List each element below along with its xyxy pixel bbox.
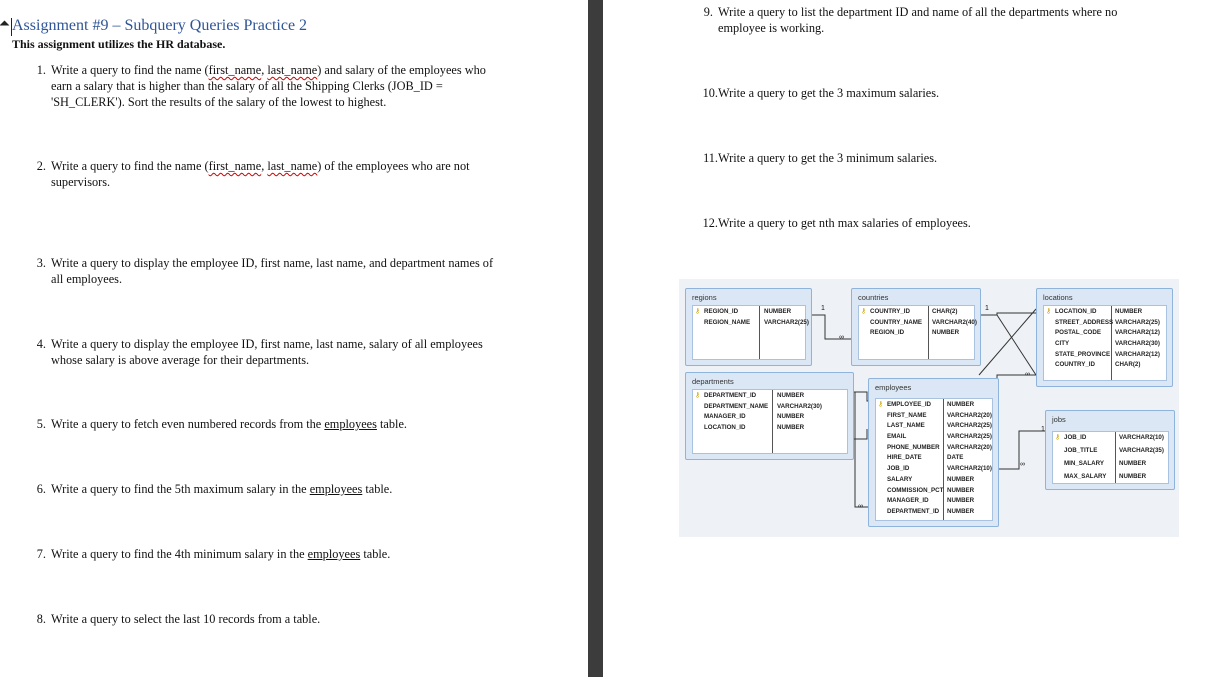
- question-3[interactable]: 3. Write a query to display the employee ID, first name, last name, and department names of all employees.: [36, 256, 494, 287]
- card-one: 1: [1041, 426, 1045, 433]
- rel-locations-departments: [997, 375, 1036, 379]
- table-departments[interactable]: departments ⚷ DEPARTMENT_ID NUMBER DEPARTMENT_NAME VARCHAR2(30) MANAGER_ID NUMBER LOCATION_ID NUMBER: [685, 372, 854, 460]
- question-9[interactable]: 9. Write a query to list the department ID and name of all the departments where no employee is working.: [703, 5, 1118, 36]
- rel-cross-1: [997, 315, 1036, 375]
- column-row: STATE_PROVINCE VARCHAR2(12): [1055, 350, 1160, 358]
- table-countries[interactable]: countries ⚷ COUNTRY_ID CHAR(2) COUNTRY_NAME VARCHAR2(40) REGION_ID NUMBER: [851, 288, 981, 366]
- document-page-left: [0, 0, 588, 677]
- column-row: ⚷ DEPARTMENT_ID NUMBER: [695, 392, 805, 399]
- column-row: MAX_SALARY NUMBER: [1064, 473, 1147, 480]
- column-row: COMMISSION_PCT NUMBER: [887, 486, 975, 494]
- primary-key-icon: ⚷: [861, 308, 867, 315]
- rel-cross-2: [979, 309, 1036, 375]
- columns: [1052, 431, 1169, 484]
- column-row: JOB_ID VARCHAR2(10): [887, 465, 992, 473]
- column-row: JOB_TITLE VARCHAR2(35): [1064, 447, 1164, 454]
- card-many: ∞: [858, 503, 863, 510]
- question-5[interactable]: 5. Write a query to fetch even numbered records from the employees table.: [36, 417, 407, 431]
- document-title[interactable]: Assignment #9 – Subquery Queries Practice 2: [12, 17, 308, 34]
- column-row: ⚷ JOB_ID VARCHAR2(10): [1055, 434, 1164, 441]
- column-row: MIN_SALARY NUMBER: [1064, 460, 1147, 467]
- column-row: LAST_NAME VARCHAR2(25): [887, 422, 992, 430]
- column-row: MANAGER_ID NUMBER: [887, 497, 975, 505]
- table-employees[interactable]: employees ⚷ EMPLOYEE_ID NUMBER FIRST_NAME VARCHAR2(20) LAST_NAME VARCHAR2(25) EMAIL VARCHAR2(25) PHONE_NUMBER VARCHAR2(20) HIRE_DATE DATE JOB_ID VARCHAR2(10) SALARY NUMBER COMMISSION_PCT NUMBER MANAGER_ID NUMBER DEPARTMENT_ID NUMBER: [868, 378, 999, 527]
- table-name-link: employees: [309, 482, 363, 496]
- hr-schema-diagram: [679, 279, 1179, 537]
- rel-regions-countries: [810, 315, 851, 339]
- card-many: ∞: [839, 334, 844, 341]
- primary-key-icon: ⚷: [695, 392, 701, 399]
- question-7[interactable]: 7. Write a query to find the 4th minimum salary in the employees table.: [36, 547, 391, 561]
- question-11[interactable]: 11. Write a query to get the 3 minimum salaries.: [703, 151, 938, 165]
- card-one: 1: [985, 305, 989, 312]
- column-row: ⚷ LOCATION_ID NUMBER: [1046, 308, 1143, 315]
- column-row: REGION_ID NUMBER: [870, 329, 960, 337]
- spellcheck-word: last_name: [267, 159, 318, 173]
- card-many: ∞: [1020, 461, 1025, 468]
- column-row: ⚷ REGION_ID NUMBER: [695, 308, 792, 315]
- column-row: REGION_NAME VARCHAR2(25): [704, 318, 809, 326]
- column-row: FIRST_NAME VARCHAR2(20): [887, 411, 992, 419]
- column-row: DEPARTMENT_NAME VARCHAR2(30): [704, 402, 822, 410]
- column-row: DEPARTMENT_ID NUMBER: [887, 507, 975, 515]
- column-row: MANAGER_ID NUMBER: [704, 413, 805, 421]
- columns: [858, 305, 975, 360]
- rel-countries-locations: [979, 313, 1036, 315]
- column-row: ⚷ COUNTRY_ID CHAR(2): [861, 308, 958, 315]
- page-gap: [588, 0, 603, 677]
- column-row: EMAIL VARCHAR2(25): [887, 433, 992, 441]
- rel-departments-manager: [852, 429, 867, 439]
- question-4[interactable]: 4. Write a query to display the employee ID, first name, last name, salary of all employees whose salary is above average for their departments.: [36, 337, 483, 368]
- spellcheck-word: first_name: [208, 63, 262, 77]
- column-row: PHONE_NUMBER VARCHAR2(20): [887, 443, 992, 451]
- table-name-link: employees: [324, 417, 377, 431]
- table-jobs[interactable]: jobs ⚷ JOB_ID VARCHAR2(10) JOB_TITLE VARCHAR2(35) MIN_SALARY NUMBER MAX_SALARY NUMBER: [1045, 410, 1175, 490]
- columns: [875, 398, 993, 521]
- question-1[interactable]: 1. Write a query to find the name (first_name, last_name) and salary of the employees who earn a salary that is higher than the salary of all the Shipping Clerks (JOB_ID = 'SH_CLERK'). Sort the results of the salary of the lowest to highest.: [36, 63, 486, 110]
- question-10[interactable]: 10. Write a query to get the 3 maximum salaries.: [702, 86, 940, 100]
- primary-key-icon: ⚷: [1046, 308, 1052, 315]
- collapse-heading-icon[interactable]: [0, 21, 9, 31]
- question-6[interactable]: 6. Write a query to find the 5th maximum salary in the employees table.: [36, 482, 393, 496]
- columns: [692, 389, 848, 454]
- table-name-link: employees: [307, 547, 361, 561]
- spellcheck-word: first_name: [208, 159, 262, 173]
- column-row: SALARY NUMBER: [887, 475, 975, 483]
- primary-key-icon: ⚷: [878, 401, 884, 408]
- question-2[interactable]: 2. Write a query to find the name (first_name, last_name) of the employees who are not supervisors.: [36, 159, 470, 190]
- columns: [1043, 305, 1167, 381]
- card-one: 1: [821, 305, 825, 312]
- primary-key-icon: ⚷: [1055, 434, 1061, 441]
- document-subtitle[interactable]: This assignment utilizes the HR database.: [12, 37, 226, 51]
- column-row: CITY VARCHAR2(30): [1055, 340, 1160, 348]
- column-row: POSTAL_CODE VARCHAR2(12): [1055, 329, 1160, 337]
- spellcheck-word: last_name: [267, 63, 318, 77]
- question-8[interactable]: 8. Write a query to select the last 10 records from a table.: [36, 612, 321, 626]
- card-many: ∞: [1025, 371, 1030, 378]
- primary-key-icon: ⚷: [695, 308, 701, 315]
- table-regions[interactable]: regions ⚷ REGION_ID NUMBER REGION_NAME VARCHAR2(25): [685, 288, 812, 366]
- column-row: STREET_ADDRESS VARCHAR2(25): [1055, 318, 1160, 326]
- columns: [692, 305, 809, 360]
- column-row: LOCATION_ID NUMBER: [704, 424, 805, 432]
- column-row: COUNTRY_ID CHAR(2): [1055, 361, 1141, 369]
- column-row: ⚷ EMPLOYEE_ID NUMBER: [878, 401, 975, 408]
- table-locations[interactable]: locations ⚷ LOCATION_ID NUMBER STREET_ADDRESS VARCHAR2(25) POSTAL_CODE VARCHAR2(12) CITY VARCHAR2(30) STATE_PROVINCE VARCHAR2(12) COUNTRY_ID CHAR(2): [1036, 288, 1173, 387]
- column-row: HIRE_DATE DATE: [887, 454, 964, 462]
- question-12[interactable]: 12. Write a query to get nth max salaries of employees.: [702, 216, 971, 230]
- column-row: COUNTRY_NAME VARCHAR2(40): [870, 318, 977, 326]
